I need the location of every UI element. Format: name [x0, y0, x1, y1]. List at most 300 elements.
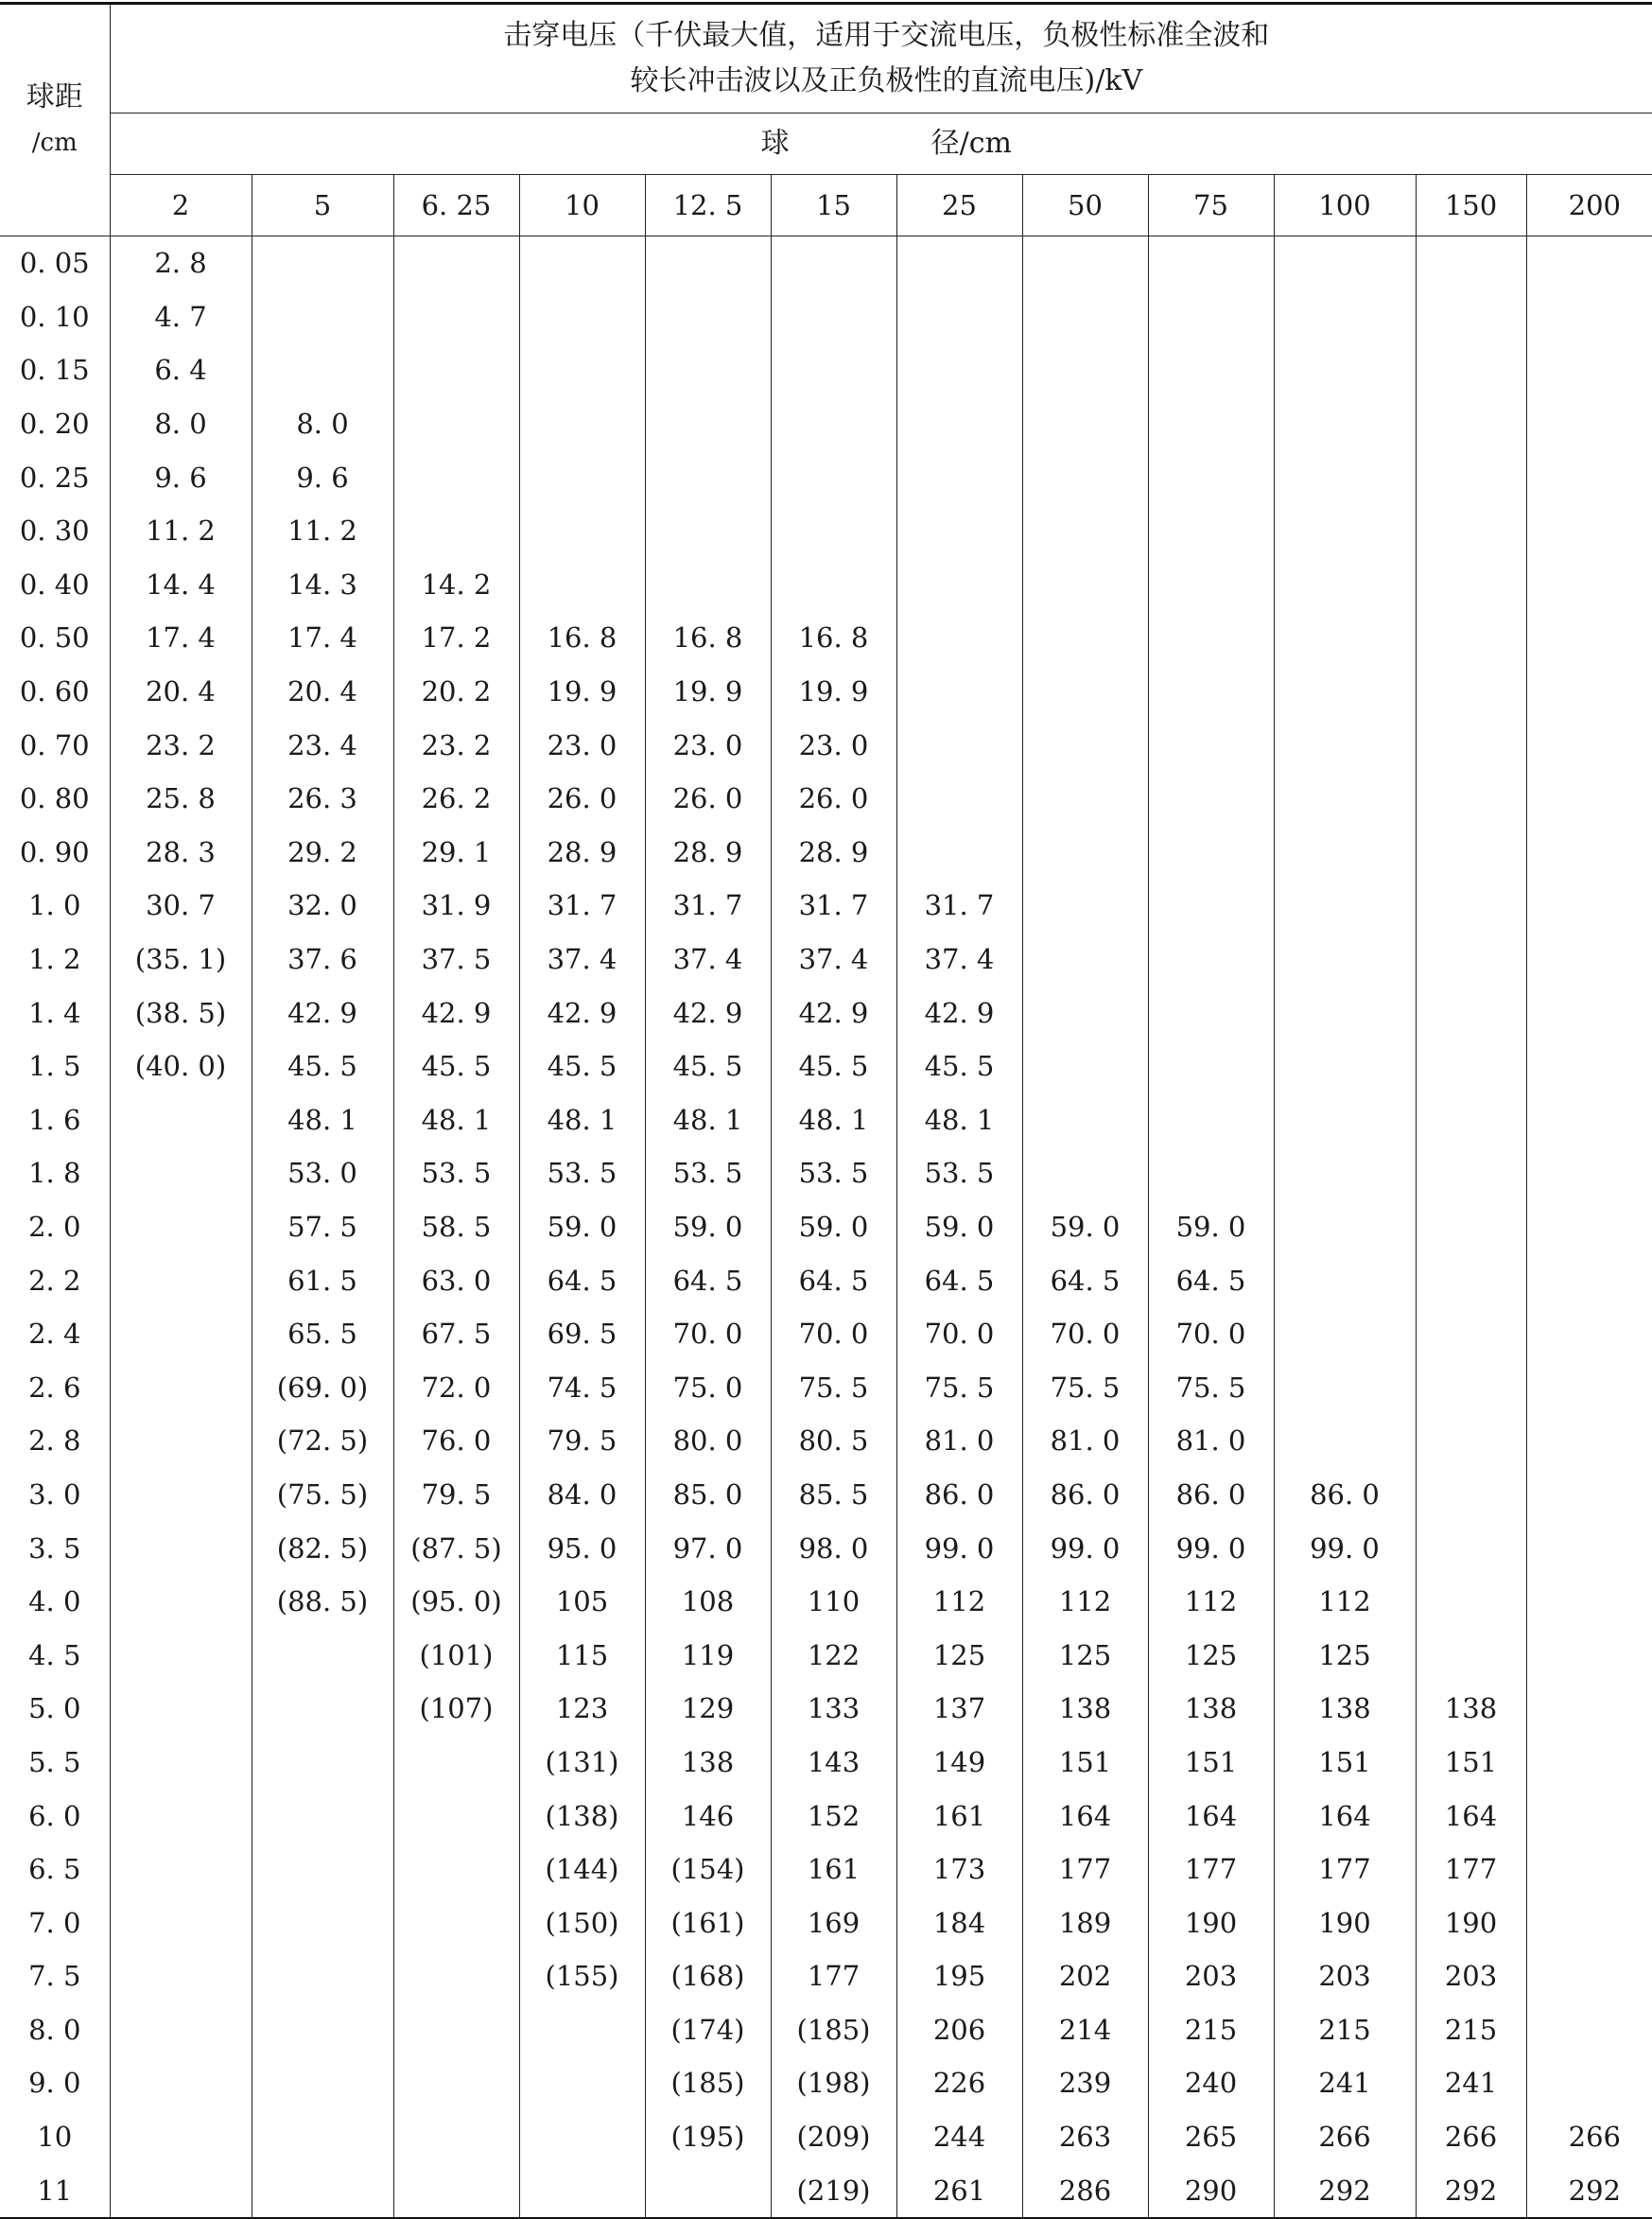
voltage-cell: 45. 5 — [771, 1040, 896, 1093]
voltage-cell — [1148, 504, 1274, 558]
voltage-cell: 14. 2 — [393, 558, 519, 612]
gap-cell: 3. 0 — [0, 1468, 110, 1522]
voltage-cell — [1022, 611, 1148, 665]
gap-cell: 5. 5 — [0, 1736, 110, 1790]
voltage-cell: 177 — [1416, 1843, 1526, 1896]
voltage-cell: 241 — [1416, 2056, 1526, 2110]
voltage-cell — [771, 290, 896, 344]
voltage-cell — [1022, 1093, 1148, 1147]
voltage-cell: 69. 5 — [519, 1307, 645, 1361]
voltage-cell: 37. 4 — [519, 933, 645, 987]
voltage-cell: 17. 4 — [252, 611, 393, 665]
voltage-cell: 108 — [645, 1575, 771, 1629]
voltage-cell: 70. 0 — [645, 1307, 771, 1361]
gap-cell: 3. 5 — [0, 1521, 110, 1575]
voltage-cell — [1274, 1360, 1416, 1414]
voltage-cell — [1526, 558, 1652, 612]
voltage-cell: 23. 0 — [645, 718, 771, 772]
voltage-cell: 86. 0 — [1148, 1468, 1274, 1522]
voltage-cell: 17. 4 — [110, 611, 252, 665]
voltage-cell — [1526, 1949, 1652, 2003]
voltage-cell: 292 — [1274, 2163, 1416, 2218]
table-row — [0, 236, 1652, 290]
voltage-cell: 125 — [896, 1628, 1022, 1682]
voltage-cell — [1022, 290, 1148, 344]
voltage-cell: (95. 0) — [393, 1575, 519, 1629]
voltage-cell — [1526, 1682, 1652, 1736]
voltage-cell: 138 — [1416, 1682, 1526, 1736]
voltage-cell: 105 — [519, 1575, 645, 1629]
voltage-cell: (155) — [519, 1949, 645, 2003]
voltage-cell: 19. 9 — [519, 665, 645, 719]
voltage-cell — [110, 1682, 252, 1736]
voltage-cell: 20. 4 — [252, 665, 393, 719]
voltage-cell — [1416, 290, 1526, 344]
voltage-cell — [1416, 933, 1526, 987]
voltage-cell — [1022, 558, 1148, 612]
gap-header-unit: /cm — [0, 120, 110, 166]
voltage-cell: 61. 5 — [252, 1253, 393, 1307]
voltage-cell — [393, 1843, 519, 1896]
voltage-cell: 42. 9 — [519, 986, 645, 1040]
voltage-cell: 16. 8 — [645, 611, 771, 665]
voltage-cell — [1022, 772, 1148, 826]
voltage-cell: 37. 5 — [393, 933, 519, 987]
voltage-cell: 53. 5 — [519, 1146, 645, 1200]
voltage-cell — [110, 1789, 252, 1843]
voltage-cell — [519, 2056, 645, 2110]
voltage-cell: 80. 5 — [771, 1414, 896, 1468]
gap-cell: 2. 8 — [0, 1414, 110, 1468]
voltage-cell: (82. 5) — [252, 1521, 393, 1575]
voltage-cell: 26. 3 — [252, 772, 393, 826]
voltage-cell: 206 — [896, 2003, 1022, 2057]
voltage-cell — [1148, 1040, 1274, 1093]
voltage-cell: 11. 2 — [252, 504, 393, 558]
voltage-cell: 99. 0 — [1148, 1521, 1274, 1575]
voltage-cell: 79. 5 — [519, 1414, 645, 1468]
voltage-cell — [896, 718, 1022, 772]
voltage-cell — [1526, 933, 1652, 987]
voltage-cell — [110, 1949, 252, 2003]
voltage-cell — [771, 504, 896, 558]
voltage-cell — [1416, 718, 1526, 772]
voltage-cell — [110, 1360, 252, 1414]
voltage-cell — [771, 450, 896, 504]
voltage-cell: 86. 0 — [1022, 1468, 1148, 1522]
voltage-cell — [1274, 1040, 1416, 1093]
voltage-cell — [393, 397, 519, 451]
voltage-cell — [1416, 1360, 1526, 1414]
voltage-cell: 48. 1 — [771, 1093, 896, 1147]
voltage-cell — [1526, 1468, 1652, 1522]
voltage-cell — [896, 826, 1022, 880]
voltage-cell: 203 — [1416, 1949, 1526, 2003]
voltage-cell: (75. 5) — [252, 1468, 393, 1522]
voltage-cell: 26. 0 — [771, 772, 896, 826]
voltage-cell: 190 — [1148, 1896, 1274, 1949]
column-header-diameter: 150 — [1416, 175, 1526, 236]
voltage-cell — [1022, 450, 1148, 504]
table-row — [0, 1896, 1652, 1949]
voltage-cell: 6. 4 — [110, 343, 252, 397]
voltage-cell: (69. 0) — [252, 1360, 393, 1414]
table-row — [0, 558, 1652, 612]
voltage-cell — [1526, 1628, 1652, 1682]
voltage-cell: (101) — [393, 1628, 519, 1682]
voltage-cell — [1274, 558, 1416, 612]
voltage-cell — [1274, 611, 1416, 665]
voltage-cell — [519, 2163, 645, 2218]
column-header-diameter: 5 — [252, 175, 393, 236]
voltage-cell — [110, 1468, 252, 1522]
voltage-cell — [1526, 718, 1652, 772]
voltage-cell: 143 — [771, 1736, 896, 1790]
voltage-cell: (150) — [519, 1896, 645, 1949]
voltage-cell — [1416, 772, 1526, 826]
voltage-cell — [393, 2056, 519, 2110]
table-row — [0, 504, 1652, 558]
table-row — [0, 879, 1652, 933]
table-row — [0, 611, 1652, 665]
voltage-cell: 59. 0 — [771, 1200, 896, 1254]
voltage-cell: 241 — [1274, 2056, 1416, 2110]
voltage-cell — [393, 343, 519, 397]
voltage-cell — [1148, 665, 1274, 719]
voltage-cell — [252, 1628, 393, 1682]
voltage-cell: 239 — [1022, 2056, 1148, 2110]
voltage-cell — [645, 290, 771, 344]
column-header-diameter: 200 — [1526, 175, 1652, 236]
voltage-cell: 19. 9 — [645, 665, 771, 719]
voltage-cell: 48. 1 — [519, 1093, 645, 1147]
voltage-cell: 151 — [1022, 1736, 1148, 1790]
voltage-cell — [393, 2163, 519, 2218]
voltage-cell: 112 — [896, 1575, 1022, 1629]
voltage-cell: 37. 6 — [252, 933, 393, 987]
voltage-cell — [896, 397, 1022, 451]
voltage-cell: 202 — [1022, 1949, 1148, 2003]
gap-cell: 8. 0 — [0, 2003, 110, 2057]
voltage-cell: 64. 5 — [896, 1253, 1022, 1307]
voltage-cell — [110, 1253, 252, 1307]
voltage-cell — [393, 1949, 519, 2003]
gap-cell: 1. 5 — [0, 1040, 110, 1093]
voltage-cell: 215 — [1148, 2003, 1274, 2057]
voltage-cell — [1526, 826, 1652, 880]
voltage-cell: 31. 7 — [519, 879, 645, 933]
column-header-diameter: 75 — [1148, 175, 1274, 236]
gap-cell: 4. 0 — [0, 1575, 110, 1629]
voltage-cell: 244 — [896, 2110, 1022, 2164]
voltage-cell: 203 — [1274, 1949, 1416, 2003]
voltage-cell: (40. 0) — [110, 1040, 252, 1093]
voltage-cell — [1274, 290, 1416, 344]
voltage-cell — [1416, 665, 1526, 719]
table-row — [0, 2163, 1652, 2218]
voltage-cell: 42. 9 — [252, 986, 393, 1040]
voltage-cell: 149 — [896, 1736, 1022, 1790]
voltage-cell — [1022, 236, 1148, 290]
voltage-cell: 8. 0 — [110, 397, 252, 451]
table-row — [0, 343, 1652, 397]
voltage-cell — [1022, 718, 1148, 772]
gap-cell: 11 — [0, 2163, 110, 2218]
table-row — [0, 1360, 1652, 1414]
voltage-cell — [645, 236, 771, 290]
voltage-cell: 53. 5 — [896, 1146, 1022, 1200]
voltage-cell — [1022, 1040, 1148, 1093]
voltage-cell: 30. 7 — [110, 879, 252, 933]
voltage-cell: 28. 3 — [110, 826, 252, 880]
voltage-cell: (198) — [771, 2056, 896, 2110]
voltage-cell — [1274, 1253, 1416, 1307]
voltage-cell: 76. 0 — [393, 1414, 519, 1468]
table-row — [0, 1307, 1652, 1361]
voltage-cell: 37. 4 — [645, 933, 771, 987]
voltage-cell: 161 — [771, 1843, 896, 1896]
voltage-cell: 64. 5 — [1022, 1253, 1148, 1307]
voltage-cell: 31. 9 — [393, 879, 519, 933]
voltage-cell: 133 — [771, 1682, 896, 1736]
voltage-cell — [1274, 343, 1416, 397]
voltage-cell: (88. 5) — [252, 1575, 393, 1629]
voltage-cell — [1416, 611, 1526, 665]
voltage-cell — [1274, 450, 1416, 504]
voltage-cell — [1274, 772, 1416, 826]
voltage-cell — [519, 397, 645, 451]
gap-cell: 0. 15 — [0, 343, 110, 397]
voltage-cell — [1416, 1575, 1526, 1629]
voltage-cell — [1416, 879, 1526, 933]
voltage-cell: 203 — [1148, 1949, 1274, 2003]
voltage-cell: (38. 5) — [110, 986, 252, 1040]
voltage-cell — [1526, 290, 1652, 344]
voltage-cell — [1526, 2003, 1652, 2057]
voltage-cell: 177 — [771, 1949, 896, 2003]
voltage-cell: 74. 5 — [519, 1360, 645, 1414]
voltage-cell — [252, 2003, 393, 2057]
voltage-cell: 125 — [1274, 1628, 1416, 1682]
voltage-cell: 70. 0 — [1022, 1307, 1148, 1361]
voltage-cell — [110, 2056, 252, 2110]
voltage-cell — [110, 1521, 252, 1575]
voltage-cell — [1416, 558, 1526, 612]
gap-cell: 1. 6 — [0, 1093, 110, 1147]
voltage-cell: 214 — [1022, 2003, 1148, 2057]
voltage-cell — [645, 504, 771, 558]
voltage-cell — [1022, 933, 1148, 987]
voltage-cell: 240 — [1148, 2056, 1274, 2110]
sphere-diameter-label-b: 径/cm — [931, 127, 1012, 160]
voltage-cell — [1148, 826, 1274, 880]
voltage-cell: 164 — [1022, 1789, 1148, 1843]
voltage-cell: 23. 2 — [393, 718, 519, 772]
voltage-cell: 28. 9 — [519, 826, 645, 880]
voltage-cell: 26. 0 — [519, 772, 645, 826]
voltage-cell — [1274, 986, 1416, 1040]
voltage-cell: 112 — [1274, 1575, 1416, 1629]
voltage-cell — [896, 772, 1022, 826]
table-row — [0, 450, 1652, 504]
voltage-cell: 37. 4 — [771, 933, 896, 987]
voltage-cell: 161 — [896, 1789, 1022, 1843]
table-row — [0, 1200, 1652, 1254]
voltage-cell: 31. 7 — [771, 879, 896, 933]
voltage-cell: 48. 1 — [393, 1093, 519, 1147]
voltage-cell — [252, 2056, 393, 2110]
voltage-cell — [896, 611, 1022, 665]
voltage-cell: 53. 5 — [771, 1146, 896, 1200]
voltage-cell — [519, 343, 645, 397]
voltage-cell — [1526, 1896, 1652, 1949]
table-row — [0, 1468, 1652, 1522]
voltage-cell: 45. 5 — [393, 1040, 519, 1093]
voltage-cell — [393, 450, 519, 504]
voltage-cell: 80. 0 — [645, 1414, 771, 1468]
voltage-cell: 28. 9 — [771, 826, 896, 880]
voltage-cell — [1274, 879, 1416, 933]
column-header-row — [0, 175, 1652, 236]
voltage-cell — [252, 2110, 393, 2164]
voltage-cell — [1274, 665, 1416, 719]
table-row — [0, 933, 1652, 987]
voltage-cell: 23. 0 — [771, 718, 896, 772]
table-row — [0, 2003, 1652, 2057]
voltage-cell: 11. 2 — [110, 504, 252, 558]
voltage-cell — [1526, 1521, 1652, 1575]
voltage-cell: (131) — [519, 1736, 645, 1790]
voltage-cell — [1416, 343, 1526, 397]
column-header-diameter: 6. 25 — [393, 175, 519, 236]
voltage-cell — [1022, 1146, 1148, 1200]
voltage-cell — [896, 450, 1022, 504]
column-header-diameter: 15 — [771, 175, 896, 236]
voltage-cell: 42. 9 — [393, 986, 519, 1040]
voltage-cell — [1416, 1093, 1526, 1147]
voltage-cell — [110, 1200, 252, 1254]
gap-cell: 9. 0 — [0, 2056, 110, 2110]
voltage-cell — [1526, 1253, 1652, 1307]
voltage-cell: 189 — [1022, 1896, 1148, 1949]
voltage-cell: 42. 9 — [896, 986, 1022, 1040]
voltage-cell: 23. 0 — [519, 718, 645, 772]
table-row — [0, 1521, 1652, 1575]
voltage-cell: 215 — [1416, 2003, 1526, 2057]
column-header-diameter: 10 — [519, 175, 645, 236]
voltage-cell — [519, 236, 645, 290]
voltage-cell — [896, 504, 1022, 558]
gap-cell: 1. 0 — [0, 879, 110, 933]
voltage-cell: 72. 0 — [393, 1360, 519, 1414]
voltage-cell: 129 — [645, 1682, 771, 1736]
voltage-cell — [393, 1789, 519, 1843]
voltage-cell: 263 — [1022, 2110, 1148, 2164]
voltage-cell: 4. 7 — [110, 290, 252, 344]
voltage-cell — [1274, 504, 1416, 558]
voltage-cell — [1416, 1468, 1526, 1522]
voltage-cell — [1526, 2056, 1652, 2110]
voltage-cell: 75. 5 — [896, 1360, 1022, 1414]
table-row — [0, 1949, 1652, 2003]
gap-cell: 0. 70 — [0, 718, 110, 772]
gap-cell: 1. 8 — [0, 1146, 110, 1200]
voltage-cell: 152 — [771, 1789, 896, 1843]
voltage-cell — [1148, 343, 1274, 397]
table-row — [0, 397, 1652, 451]
voltage-cell — [1274, 1146, 1416, 1200]
voltage-cell: 190 — [1416, 1896, 1526, 1949]
voltage-cell: 177 — [1148, 1843, 1274, 1896]
voltage-cell: 138 — [1274, 1682, 1416, 1736]
voltage-cell: 31. 7 — [645, 879, 771, 933]
table-row — [0, 772, 1652, 826]
voltage-cell — [1416, 504, 1526, 558]
voltage-cell — [1526, 611, 1652, 665]
voltage-cell — [1526, 665, 1652, 719]
voltage-cell — [252, 1682, 393, 1736]
voltage-cell: 14. 4 — [110, 558, 252, 612]
voltage-cell: 86. 0 — [896, 1468, 1022, 1522]
gap-cell: 0. 05 — [0, 236, 110, 290]
voltage-cell: 37. 4 — [896, 933, 1022, 987]
voltage-cell: 70. 0 — [771, 1307, 896, 1361]
column-header-diameter: 100 — [1274, 175, 1416, 236]
voltage-cell: 48. 1 — [896, 1093, 1022, 1147]
voltage-cell — [1416, 1628, 1526, 1682]
voltage-cell: 9. 6 — [252, 450, 393, 504]
voltage-cell — [110, 1896, 252, 1949]
voltage-cell — [1416, 826, 1526, 880]
voltage-cell: (185) — [771, 2003, 896, 2057]
voltage-cell: 261 — [896, 2163, 1022, 2218]
gap-cell: 0. 90 — [0, 826, 110, 880]
column-header-diameter: 25 — [896, 175, 1022, 236]
voltage-cell — [1526, 1040, 1652, 1093]
voltage-cell: 59. 0 — [519, 1200, 645, 1254]
voltage-cell — [1416, 1414, 1526, 1468]
voltage-cell: 177 — [1274, 1843, 1416, 1896]
gap-cell: 0. 50 — [0, 611, 110, 665]
voltage-cell — [645, 343, 771, 397]
voltage-cell — [1274, 1414, 1416, 1468]
table-row — [0, 1736, 1652, 1790]
voltage-cell — [896, 236, 1022, 290]
voltage-cell: 151 — [1148, 1736, 1274, 1790]
voltage-cell — [645, 558, 771, 612]
voltage-cell — [1274, 1093, 1416, 1147]
voltage-cell: 20. 4 — [110, 665, 252, 719]
voltage-cell: (195) — [645, 2110, 771, 2164]
voltage-cell — [1148, 397, 1274, 451]
voltage-cell: 138 — [1148, 1682, 1274, 1736]
table-row — [0, 718, 1652, 772]
voltage-cell: 190 — [1274, 1896, 1416, 1949]
voltage-cell — [896, 290, 1022, 344]
voltage-cell: (144) — [519, 1843, 645, 1896]
table-row — [0, 1682, 1652, 1736]
voltage-cell: 110 — [771, 1575, 896, 1629]
voltage-cell: 29. 1 — [393, 826, 519, 880]
sphere-diameter-header-cell — [110, 114, 1652, 175]
gap-cell: 7. 5 — [0, 1949, 110, 2003]
voltage-cell: 266 — [1416, 2110, 1526, 2164]
voltage-cell — [519, 2003, 645, 2057]
voltage-cell: 48. 1 — [252, 1093, 393, 1147]
voltage-cell: 42. 9 — [645, 986, 771, 1040]
voltage-cell — [110, 2163, 252, 2218]
voltage-cell — [1022, 665, 1148, 719]
